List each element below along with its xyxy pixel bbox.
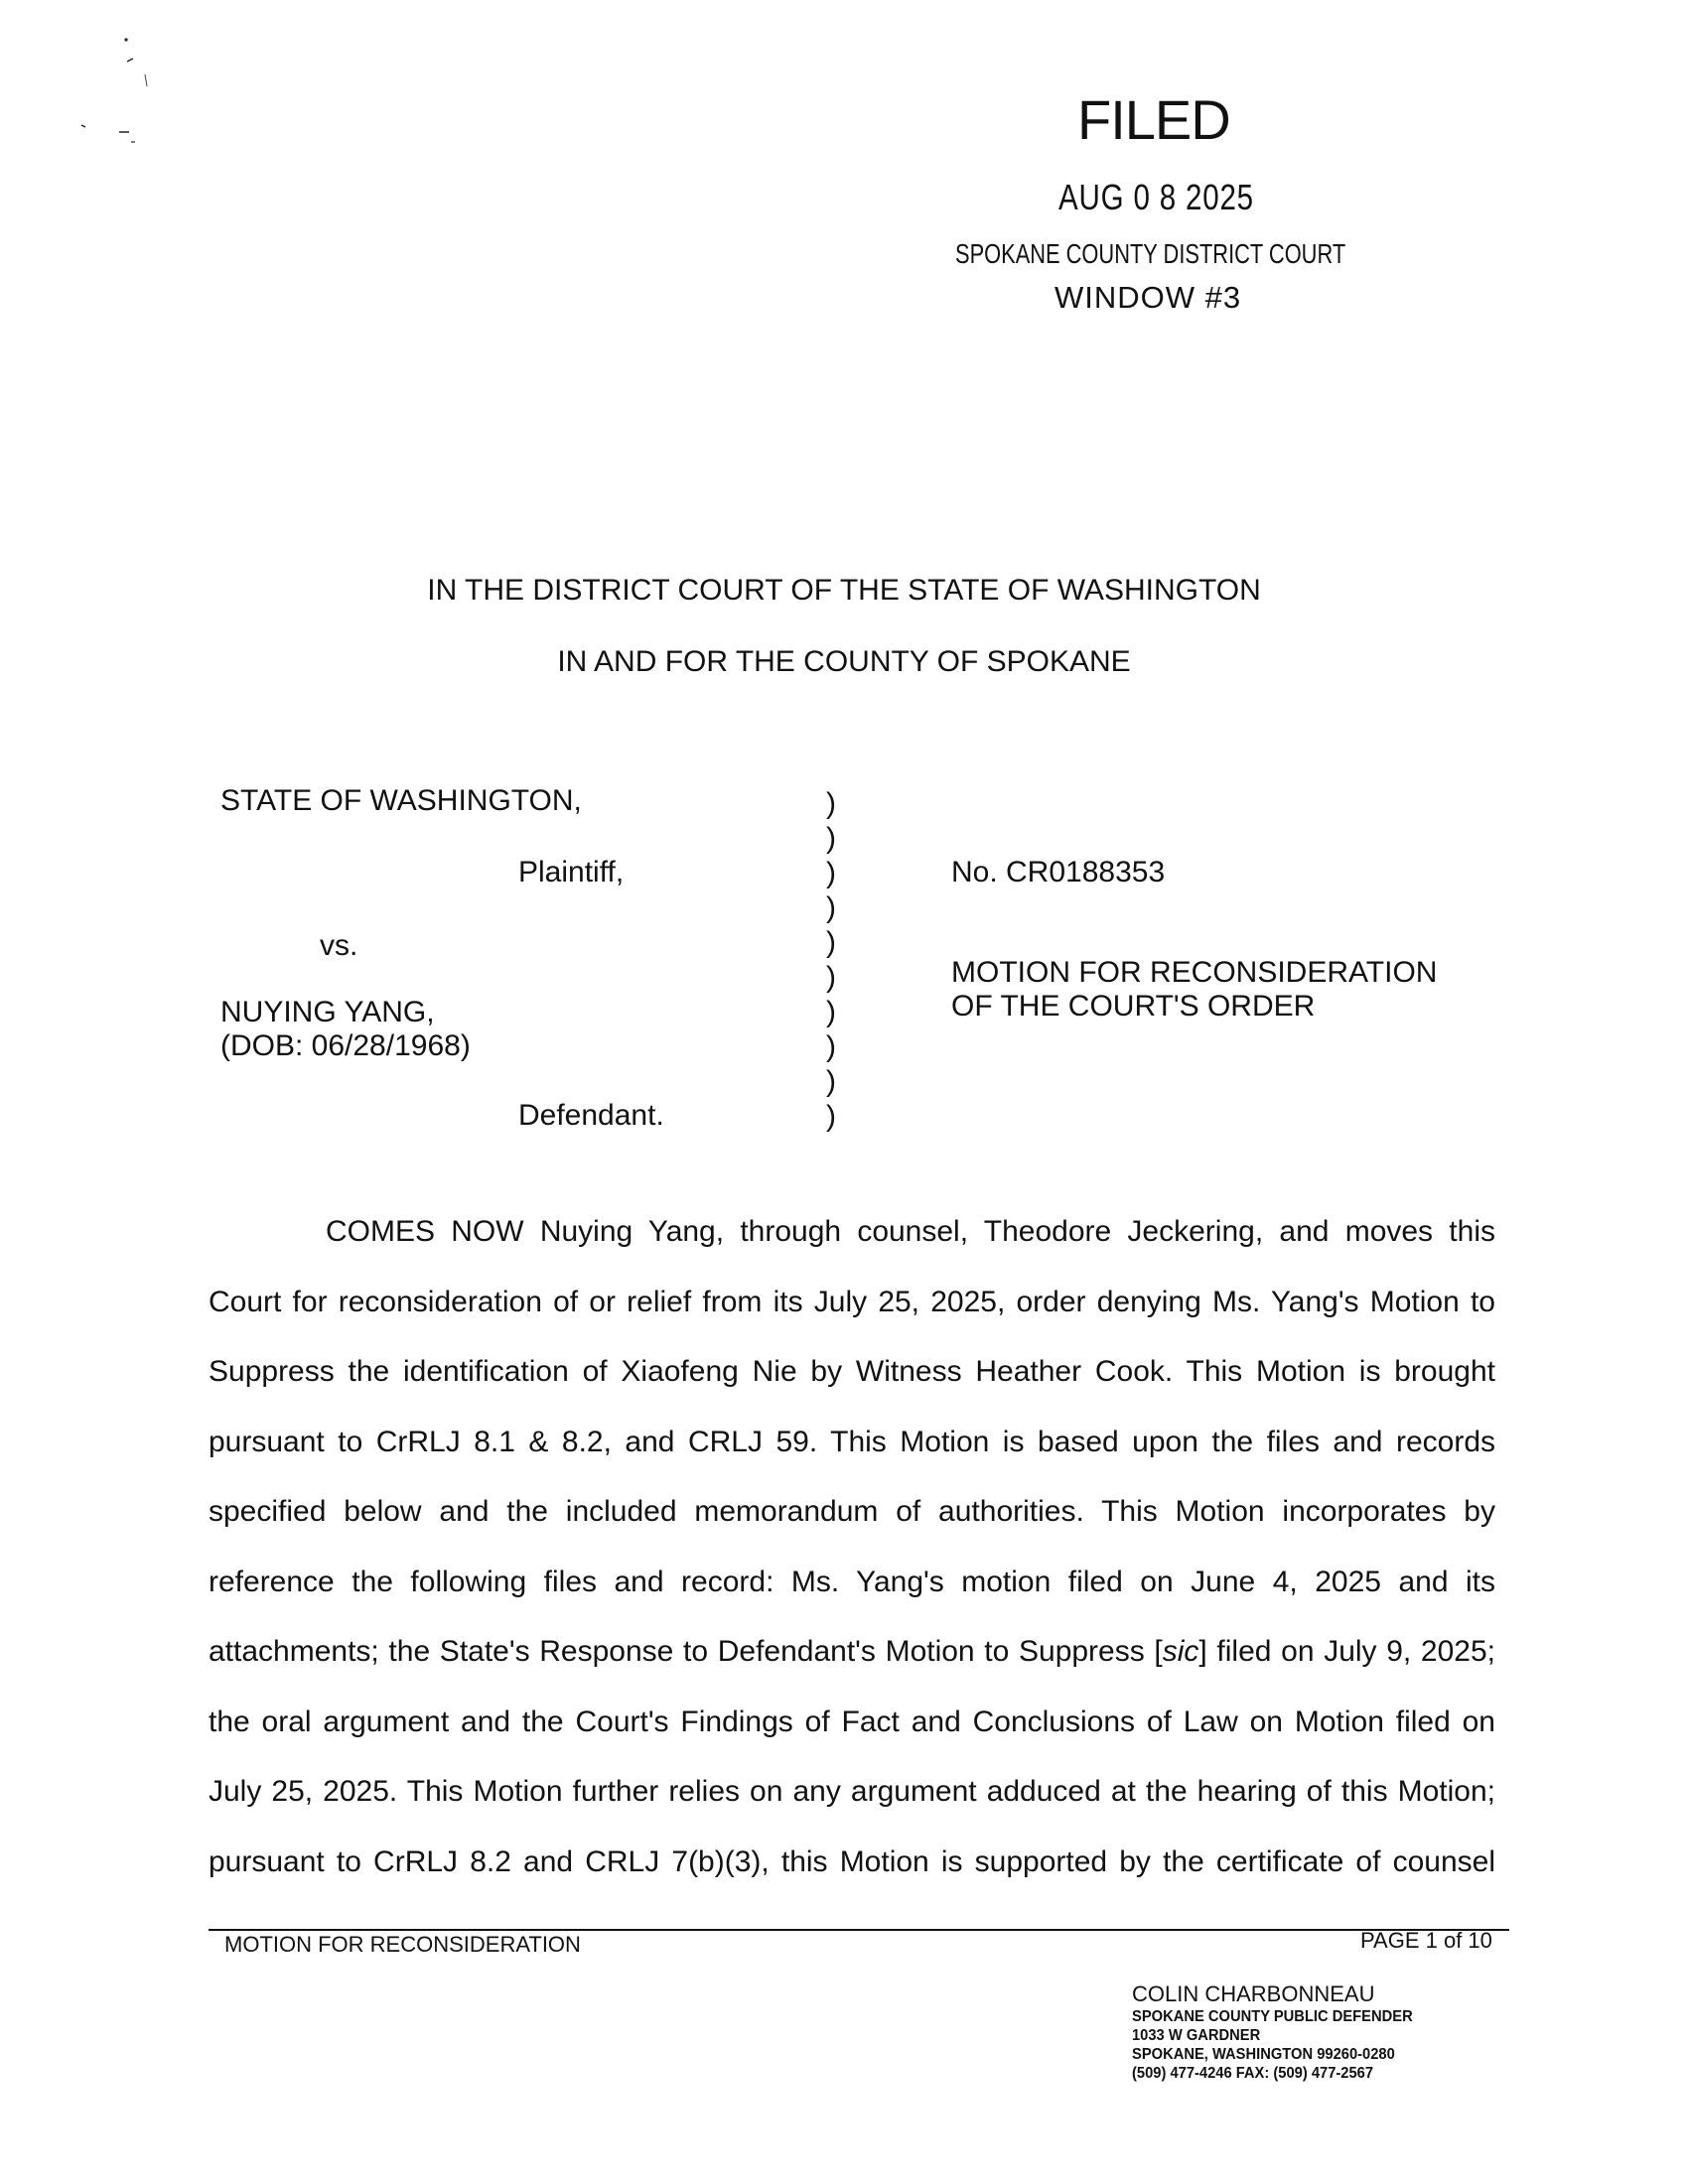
address-city: SPOKANE, WASHINGTON 99260-0280 — [1132, 2046, 1395, 2063]
footer-rule — [209, 1929, 1509, 1931]
address-street: 1033 W GARDNER — [1132, 2027, 1261, 2044]
footer-page-number: PAGE 1 of 10 — [1360, 1928, 1492, 1953]
address-name: COLIN CHARBONNEAU — [1132, 1981, 1375, 2006]
motion-body-paragraph — [209, 1197, 1495, 1897]
body-text-part1: COMES NOW Nuying Yang, through counsel, Theodore Jeckering, and moves this Court for reconsideration of or relief from its July 25, 2025, order denying Ms. Yang's Motion to Suppress the identification of Xiaofeng Nie by Witness Heather Cook. This Motion is brought pursuant to CrRLJ 8.1 & 8.2, and CRLJ 59. This Motion is based upon the files and records specified below and the included memorandum of authorities. This Motion incorporates by reference the following files and record: Ms. Yang's motion filed on June 4, 2025 and its attachments; the State's Response to Defendant's Motion to Suppress [ — [209, 1215, 1495, 1668]
plaintiff-name: STATE OF WASHINGTON, — [220, 784, 582, 817]
court-heading-line2: IN AND FOR THE COUNTY OF SPOKANE — [557, 645, 1131, 678]
body-text-sic: sic — [1162, 1635, 1199, 1668]
address-office: SPOKANE COUNTY PUBLIC DEFENDER — [1132, 2008, 1413, 2025]
body-text-part2: ] filed on July 9, 2025; the oral argument and the Court's Findings of Fact and Conclusions of Law on Motion filed on July 25, 2025. This Motion further relies on any argument adduced at the hearing of this Motion; pursuant to CrRLJ 8.2 and CRLJ 7(b)(3), this Motion is supported by the certificate of counsel — [209, 1635, 1495, 1878]
caption-parentheses: ) ) ) ) ) ) ) ) ) ) — [826, 787, 836, 1133]
case-number: No. CR0188353 — [951, 856, 1166, 888]
court-heading-line1: IN THE DISTRICT COURT OF THE STATE OF WASHINGTON — [427, 574, 1261, 607]
filed-stamp-window: WINDOW #3 — [1055, 280, 1242, 315]
filed-stamp-court: SPOKANE COUNTY DISTRICT COURT — [955, 238, 1346, 269]
defendant-dob: (DOB: 06/28/1968) — [220, 1029, 471, 1062]
filed-stamp-date: AUG 0 8 2025 — [1058, 177, 1254, 217]
motion-title-line1: MOTION FOR RECONSIDERATION — [951, 956, 1438, 989]
public-defender-address — [1132, 1981, 1437, 2083]
address-phone: (509) 477-4246 FAX: (509) 477-2567 — [1132, 2065, 1374, 2082]
motion-title-line2: OF THE COURT'S ORDER — [951, 990, 1316, 1023]
defendant-name: NUYING YANG, — [220, 996, 435, 1028]
plaintiff-role: Plaintiff, — [518, 856, 625, 888]
scan-artifacts — [70, 30, 189, 169]
versus: vs. — [320, 929, 358, 962]
footer-document-title: MOTION FOR RECONSIDERATION — [224, 1932, 581, 1957]
defendant-role: Defendant. — [518, 1099, 664, 1132]
filed-stamp-title: FILED — [1077, 88, 1230, 151]
